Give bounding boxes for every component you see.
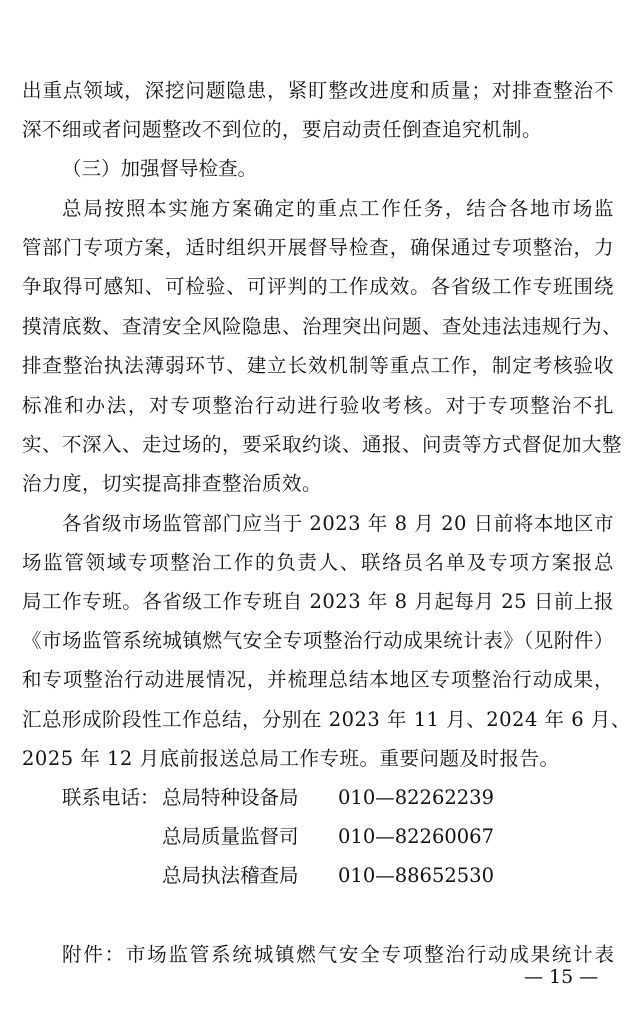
contact-org: 总局执法稽查局 xyxy=(162,864,299,887)
body-text-line: 局工作专班。各省级工作专班自 2023 年 8 月起每月 25 日前上报 xyxy=(22,590,614,613)
body-text-line: 各省级市场监管部门应当于 2023 年 8 月 20 日前将本地区市 xyxy=(62,512,614,535)
body-text-line: 汇总形成阶段性工作总结，分别在 2023 年 11 月、2024 年 6 月、 xyxy=(22,708,631,731)
body-text-line: 管部门专项方案，适时组织开展督导检查，确保通过专项整治，力 xyxy=(22,236,614,259)
attachment-note: 附件：市场监管系统城镇燃气安全专项整治行动成果统计表 xyxy=(62,943,614,966)
body-text-line: 争取得可感知、可检验、可评判的工作成效。各省级工作专班围绕 xyxy=(22,275,614,298)
contact-phone: 010—88652530 xyxy=(338,864,494,887)
section-heading: （三）加强督导检查。 xyxy=(62,157,258,180)
body-text-line: 摸清底数、查清安全风险隐患、治理突出问题、查处违法违规行为、 xyxy=(22,315,623,338)
body-text-line: 深不细或者问题整改不到位的，要启动责任倒查追究机制。 xyxy=(22,118,543,141)
contact-phone: 010—82260067 xyxy=(338,825,494,848)
contact-phone: 010—82262239 xyxy=(338,786,494,809)
body-text-line: 2025 年 12 月底前报送总局工作专班。重要问题及时报告。 xyxy=(22,747,560,770)
body-text-line: 标准和办法，对专项整治行动进行验收考核。对于专项整治不扎 xyxy=(22,394,614,417)
contact-org: 总局特种设备局 xyxy=(162,786,299,809)
body-text-line: 治力度，切实提高排查整治质效。 xyxy=(22,472,323,495)
body-text-line: 场监管领域专项整治工作的负责人、联络员名单及专项方案报总 xyxy=(22,551,614,574)
body-text-line: 出重点领域，深挖问题隐患，紧盯整改进度和质量；对排查整治不 xyxy=(22,79,614,102)
body-text-line: 和专项整治行动进展情况，并梳理总结本地区专项整治行动成果， xyxy=(22,668,614,691)
contact-org: 总局质量监督司 xyxy=(162,825,299,848)
body-text-line: 《市场监管系统城镇燃气安全专项整治行动成果统计表》（见附件） xyxy=(22,629,614,652)
body-text-line: 实、不深入、走过场的，要采取约谈、通报、问责等方式督促加大整 xyxy=(22,433,623,456)
contact-label: 联系电话： xyxy=(62,786,160,809)
page-number: — 15 — xyxy=(524,966,599,988)
body-text-line: 总局按照本实施方案确定的重点工作任务，结合各地市场监 xyxy=(62,197,614,220)
body-text-line: 排查整治执法薄弱环节、建立长效机制等重点工作，制定考核验收 xyxy=(22,354,614,377)
